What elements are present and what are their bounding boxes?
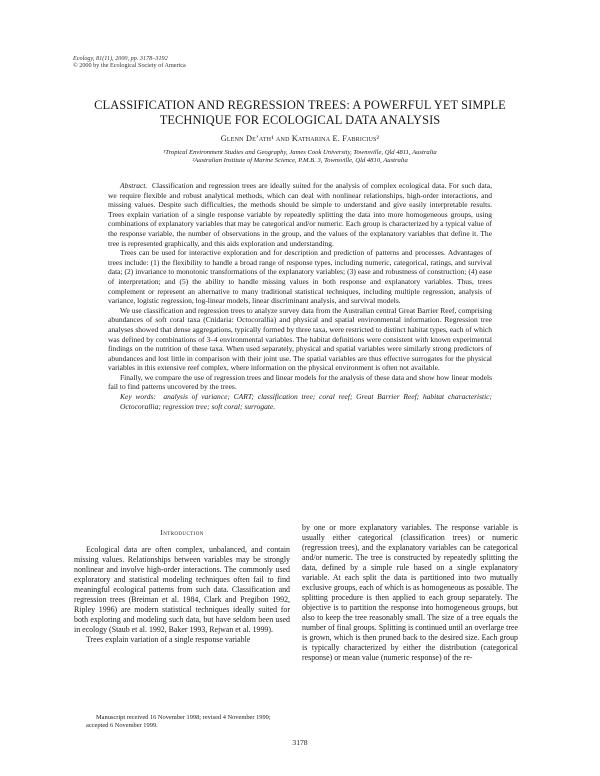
keywords-label: Key words: bbox=[120, 392, 156, 402]
keywords bbox=[108, 392, 492, 411]
body-paragraph: by one or more explanatory variables. The response variable is usually either categorical (classification trees) or numeric (regression trees), and the explanatory variables can be categorical and/or numeric. The tree is constructed by repeatedly splitting the data, defined by a simple rule based on a single explanatory variable. At each split the data is partitioned into two mutually exclusive groups, each of which is as homogeneous as possible. The splitting procedure is then applied to each group separately. The objective is to partition the response into homogeneous groups, but also to keep the tree reasonably small. The size of a tree equals the number of final groups. Splitting is continued until an overlarge tree is grown, which is then pruned back to the desired size. Each group is typically characterized by either the distribution (categorical response) or mean value (numeric response) of the re- bbox=[302, 523, 518, 663]
journal-citation bbox=[73, 55, 186, 70]
affiliations bbox=[60, 149, 540, 166]
page-number: 3178 bbox=[292, 738, 308, 747]
manuscript-footnote bbox=[86, 714, 290, 730]
abstract-paragraph: Trees can be used for interactive exploration and for description and prediction of patterns and processes. Advantages of trees include: (1) the flexibility to handle a broad range of response types, including numeric, categorical, ratings, and survival data; (2) invariance to monotonic transformations of the explanatory variables; (3) ease and robustness of construction; (4) ease of interpretation; and (5) the ability to handle missing values in both response and explanatory variables. Thus, trees complement or represent an alternative to many traditional statistical techniques, including multiple regression, analysis of variance, logistic regression, log-linear models, linear discriminant analysis, and survival models. bbox=[108, 248, 492, 306]
left-column bbox=[74, 523, 290, 645]
journal-line-2: © 2000 by the Ecological Society of America bbox=[73, 62, 186, 70]
body-paragraph: Ecological data are often complex, unbalanced, and contain missing values. Relationships between variables may be strongly nonlinear and involve high-order interactions. The commonly used exploratory and statistical modeling techniques often fail to find meaningful ecological patterns from such data. Classification and regression trees (Breiman et al. 1984, Clark and Pregibon 1992, Ripley 1996) are modern statistical techniques ideally suited for both exploring and modeling such data, but have seldom been used in ecology (Staub et al. 1992, Baker 1993, Rejwan et al. 1999). bbox=[74, 545, 290, 635]
affiliation-1: ¹Tropical Environment Studies and Geography, James Cook University, Townsville, Qld 4811, Australia bbox=[163, 149, 437, 156]
abstract-label: Abstract. bbox=[120, 181, 148, 190]
paper-title bbox=[60, 98, 540, 127]
journal-line-1: Ecology, 81(11), 2000, pp. 3178–3192 bbox=[73, 55, 168, 62]
abstract-paragraph: We use classification and regression trees to analyze survey data from the Australian central Great Barrier Reef, comprising abundances of soft coral taxa (Cnidaria: Octocorallia) and physical and spatial environmental information. Regression tree analyses showed that dense aggregations, typically formed by three taxa, were restricted to distinct habitat types, each of which was defined by combinations of 3–4 environmental variables. The habitat definitions were consistent with known experimental findings on the nutrition of these taxa. When used separately, physical and spatial variables were similarly strong predictors of abundances and lost little in comparison with their joint use. The spatial variables are thus effective surrogates for the physical variables in this extensive reef complex, where information on the physical environment is often not available. bbox=[108, 305, 492, 373]
abstract bbox=[108, 181, 492, 411]
right-column bbox=[302, 523, 518, 663]
abstract-paragraph bbox=[108, 181, 492, 248]
abstract-text-1: Classification and regression trees are ideally suited for the analysis of complex ecological data. For such data, we require flexible and robust analytical methods, which can deal with nonlinear relationships, high-order interactions, and missing values. Despite such difficulties, the methods should be simple to understand and give easily interpretable results. Trees explain variation of a single response variable by repeatedly splitting the data into more homogeneous groups, using combinations of explanatory variables that may be categorical and/or numeric. Each group is characterized by a typical value of the response variable, the number of observations in the group, and the values of the explanatory variables that define it. The tree is represented graphically, and this aids exploration and understanding. bbox=[108, 181, 492, 248]
keywords-text: analysis of variance; CART; classification tree; coral reef; Great Barrier Reef; habitat characteristic; Octocorallia; regression tree; soft coral; surrogate. bbox=[120, 392, 492, 411]
footnote-text: Manuscript received 16 November 1998; revised 4 November 1999; accepted 6 November 1999. bbox=[86, 714, 271, 729]
section-heading: Introduction bbox=[160, 528, 204, 537]
affiliation-2: ²Australian Institute of Marine Science, P.M.B. 3, Townsville, Qld 4810, Australia bbox=[192, 157, 408, 165]
body-paragraph: Trees explain variation of a single response variable bbox=[86, 635, 251, 645]
title-line-2: TECHNIQUE FOR ECOLOGICAL DATA ANALYSIS bbox=[159, 112, 441, 127]
title-line-1: CLASSIFICATION AND REGRESSION TREES: A POWERFUL YET SIMPLE bbox=[94, 98, 506, 112]
author-list: Glenn De’ath¹ and Katharina E. Fabricius² bbox=[220, 134, 380, 143]
abstract-paragraph: Finally, we compare the use of regression trees and linear models for the analysis of these data and show how linear models fail to find patterns uncovered by the trees. bbox=[108, 372, 492, 392]
